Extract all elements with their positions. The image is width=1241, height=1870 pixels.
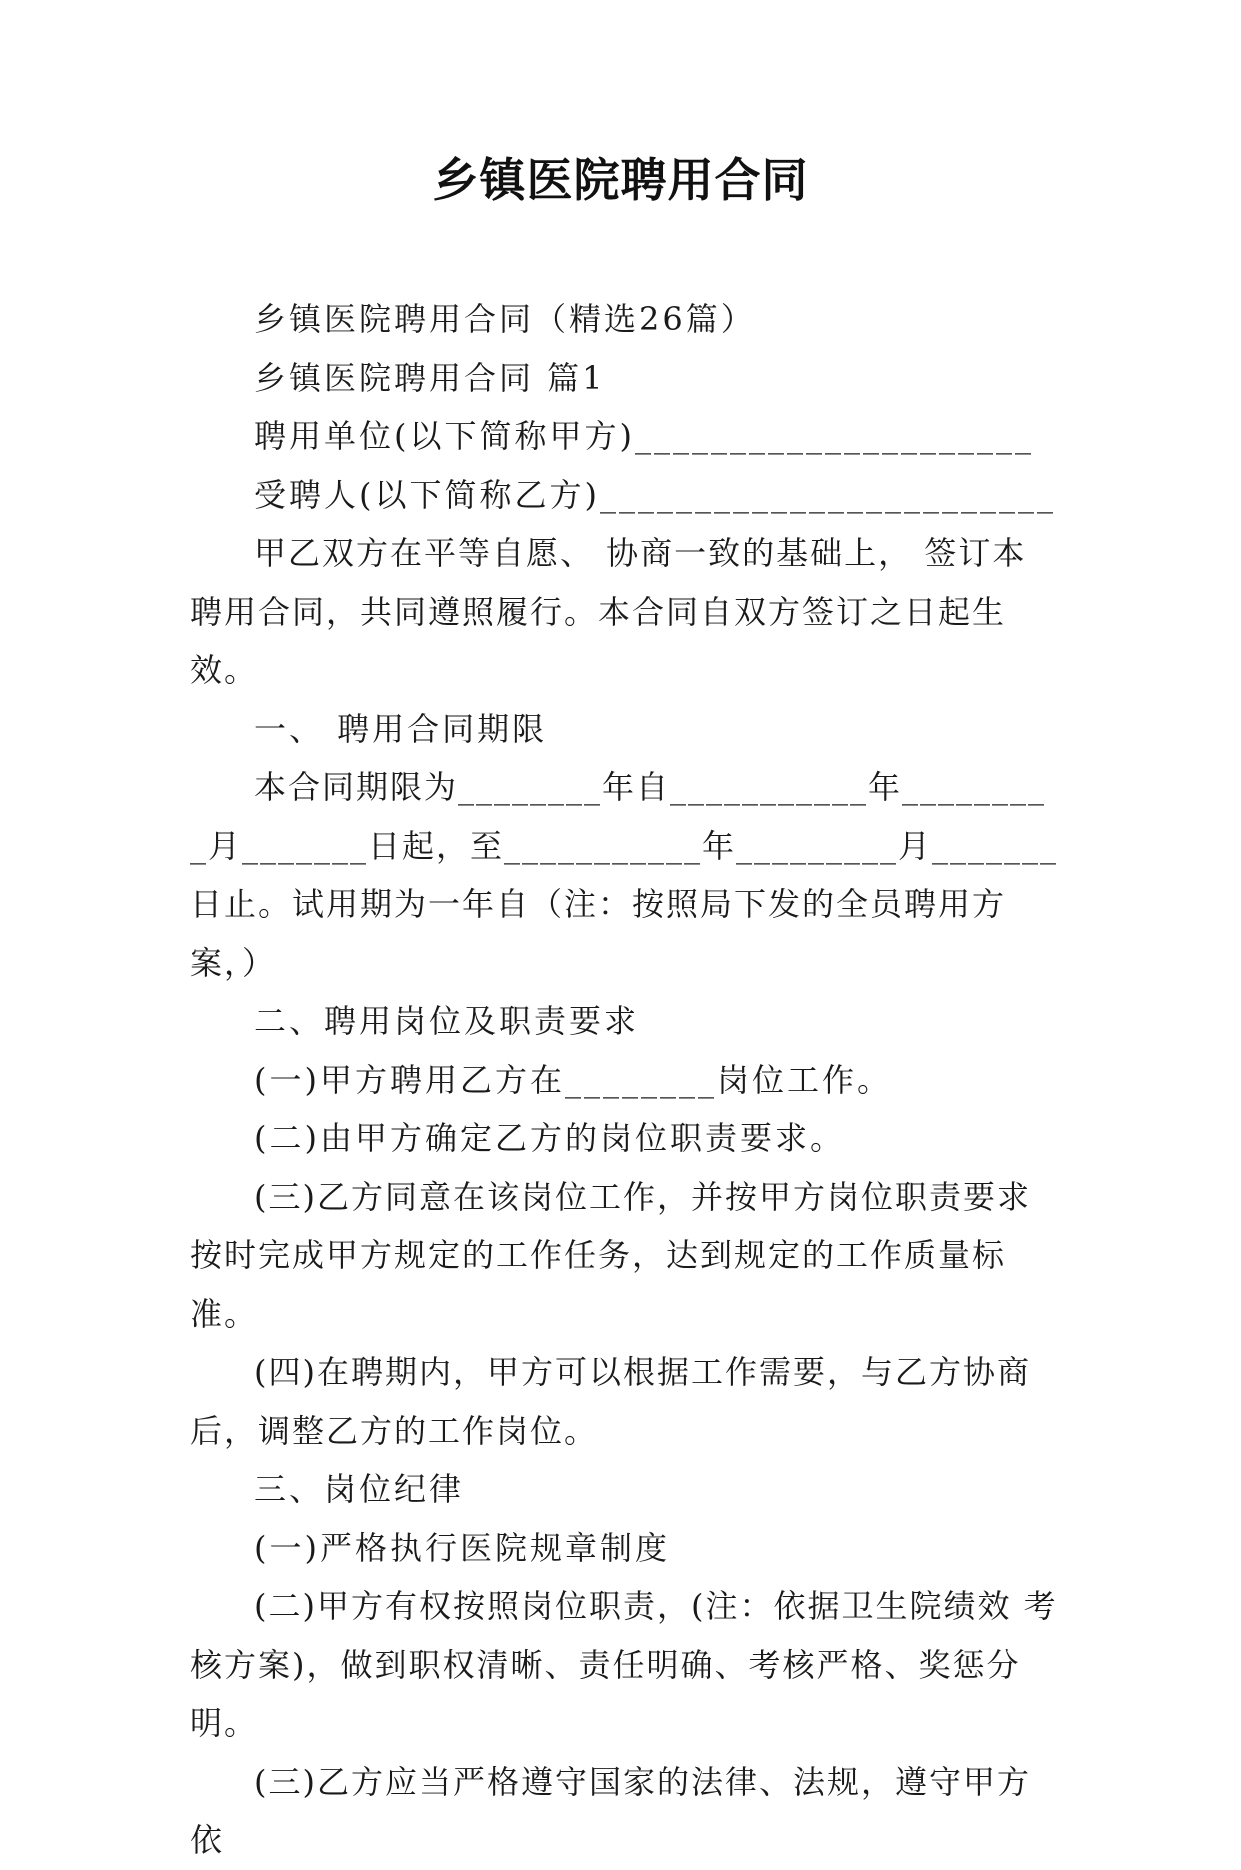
heading-position-duties: 二、聘用岗位及职责要求 [254, 1002, 640, 1040]
document-body [190, 290, 1060, 1870]
heading-discipline: 三、岗位纪律 [254, 1470, 465, 1508]
paragraph-discipline-3: (三)乙方应当严格遵守国家的法律、法规，遵守甲方依 [190, 1762, 1031, 1859]
paragraph-preamble: 甲乙双方在平等自愿、 协商一致的基础上， 签订本聘用合同，共同遵照履行。本合同自双方签订之日起生效。 [190, 534, 1027, 689]
paragraph-discipline-2: (二)甲方有权按照岗位职责，(注：依据卫生院绩效 考核方案)，做到职权清晰、责任明确、考核严格、奖惩分明。 [190, 1587, 1058, 1742]
heading-contract-term: 一、 聘用合同期限 [254, 709, 548, 748]
paragraph-duty-3: (三)乙方同意在该岗位工作，并按甲方岗位职责要求按时完成甲方规定的工作任务，达到规定的工作质量标准。 [190, 1177, 1031, 1333]
paragraph-employer-line: 聘用单位(以下简称甲方)_____________________ [254, 417, 1034, 455]
paragraph-duty-2: (二)由甲方确定乙方的岗位职责要求。 [254, 1119, 845, 1157]
document-title: 乡镇医院聘用合同 [432, 153, 809, 207]
paragraph-section-heading: 乡镇医院聘用合同 篇1 [254, 358, 606, 397]
paragraph-contract-term: 本合同期限为________年自___________年_________月_______日起，至___________年_________月_______日止。试用期为一年自（注：按照局下发的全员聘用方案，） [190, 768, 1059, 982]
paragraph-subtitle: 乡镇医院聘用合同（精选26篇） [254, 300, 756, 338]
paragraph-duty-1: (一)甲方聘用乙方在________岗位工作。 [254, 1060, 892, 1099]
paragraph-duty-4: (四)在聘期内，甲方可以根据工作需要，与乙方协商后，调整乙方的工作岗位。 [190, 1353, 1031, 1450]
paragraph-discipline-1: (一)严格执行医院规章制度 [254, 1528, 670, 1567]
paragraph-employee-line: 受聘人(以下简称乙方)________________________ [254, 475, 1056, 514]
